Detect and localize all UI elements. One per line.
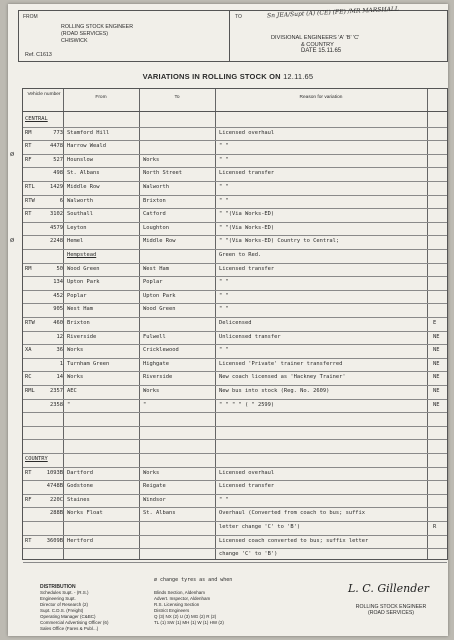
table-row: [23, 222, 447, 235]
table-row: [23, 344, 447, 357]
distribution-item: Advert. Inspector, Aldenham: [154, 596, 211, 601]
from-line: (ROAD SERVICES): [61, 31, 108, 37]
from-block: [19, 11, 230, 61]
to-garage: Loughton: [143, 224, 169, 231]
from-label: FROM: [23, 14, 38, 20]
vehicle-number: 288B: [50, 510, 63, 517]
vehicle-number: 3609B: [46, 537, 63, 544]
memo-header: [18, 5, 448, 62]
distribution-heading: DISTRIBUTION: [40, 584, 76, 590]
vehicle-number: 452: [53, 292, 63, 299]
from-garage: Upton Park: [67, 279, 100, 286]
to-garage: Catford: [143, 211, 166, 218]
to-garage: Fulwell: [143, 333, 166, 340]
vehicle-number: 1429: [50, 184, 63, 190]
column-header-from: From: [95, 95, 107, 100]
variation-reason: Licensed transfer: [219, 170, 275, 177]
table-row: [23, 453, 447, 466]
variation-reason: Licensed overhaul: [219, 469, 275, 476]
signature: L. C. Gillender: [348, 582, 430, 595]
variation-reason: letter change 'C' to 'B'): [219, 524, 301, 530]
table-row: [23, 439, 447, 452]
variation-reason: Overhaul (Converted from coach to bus; suffix: [219, 510, 366, 517]
memo-date: DATE 15.11.65: [301, 48, 342, 54]
footnote: ø change tyres as and when: [154, 577, 233, 583]
from-garage: Works Float: [67, 510, 103, 517]
variation-reason: " ": [219, 143, 229, 150]
from-garage: ": [67, 401, 71, 408]
from-garage: Southall: [67, 211, 93, 218]
vehicle-number: 4748B: [46, 483, 63, 490]
variation-reason: change 'C' to 'B'): [219, 551, 278, 558]
variation-reason: " ": [219, 292, 229, 299]
to-garage: Reigate: [143, 483, 166, 490]
distribution-item: Sales Office (Fares & Publ...): [40, 626, 99, 631]
vehicle-class: RF: [25, 156, 32, 163]
table-row: [23, 276, 447, 289]
table-row: [23, 154, 447, 167]
from-garage: Harrow Weald: [67, 143, 106, 150]
to-garage: Works: [143, 469, 160, 476]
from-garage: AEC: [67, 388, 77, 394]
vehicle-class: CENTRAL: [25, 116, 48, 122]
signatory-title: [336, 604, 446, 616]
status-mark: NE: [433, 333, 440, 340]
table-row: [23, 480, 447, 493]
distribution-item: Operating Manager (C&BC): [40, 614, 96, 619]
variation-reason: " ": [219, 197, 229, 204]
header-rule: [23, 111, 447, 112]
variation-reason: " ": [219, 184, 229, 190]
vehicle-number: 2357: [50, 388, 63, 394]
status-mark: R: [433, 524, 437, 530]
from-garage: Walworth: [67, 197, 93, 204]
vehicle-class: RT: [25, 537, 32, 544]
status-mark: NE: [433, 360, 440, 367]
variation-reason: " "(Via Works-ED): [219, 211, 275, 218]
to-garage: Riverside: [143, 374, 173, 381]
vehicle-number: 527: [53, 156, 63, 163]
to-garage: Middle Row: [143, 238, 176, 245]
table-row: [23, 195, 447, 208]
column-header-vehicle: Vehicle number: [27, 92, 61, 97]
reference-number: Ref. C1613: [25, 52, 52, 58]
variation-reason: New coach licensed as 'Hackney Trainer': [219, 374, 346, 381]
variation-reason: " "(Via Works-ED) Country to Central;: [219, 238, 340, 245]
variation-reason: Delicensed: [219, 320, 252, 326]
from-garage: Stamford Hill: [67, 129, 110, 136]
from-garage: St. Albans: [67, 170, 100, 177]
vehicle-number: 220C: [50, 496, 63, 503]
vehicle-number: 12: [56, 333, 63, 340]
variation-reason: " "(Via Works-ED): [219, 224, 275, 231]
to-garage: ": [143, 401, 147, 408]
vehicle-number: 1093B: [46, 469, 63, 476]
to-line: & COUNTRY: [301, 41, 334, 48]
from-garage: West Ham: [67, 306, 93, 313]
table-row: [23, 426, 447, 439]
margin-mark: ø: [10, 236, 15, 244]
variation-reason: Licensed transfer: [219, 265, 275, 272]
to-label: TO: [235, 14, 242, 20]
status-mark: NE: [433, 401, 440, 408]
distribution-item: District Engineers: [154, 608, 190, 613]
variation-reason: " ": [219, 279, 229, 286]
from-garage: Godstone: [67, 483, 93, 490]
variation-reason: New bus into stock (Reg. No. 2609): [219, 388, 330, 394]
signatory-line: ROLLING STOCK ENGINEER: [355, 604, 427, 610]
table-row: [23, 167, 447, 180]
table-row: [23, 412, 447, 425]
vehicle-number: 3102: [50, 211, 63, 218]
vehicle-class: RTL: [25, 184, 35, 190]
vehicle-class: RT: [25, 469, 32, 476]
distribution-item: Director of Research (2): [40, 602, 89, 607]
table-row: [23, 290, 447, 303]
title-date: 12.11.65: [283, 72, 314, 81]
variation-reason: " ": [219, 156, 229, 163]
margin-mark: ø: [10, 150, 15, 158]
from-garage: Dartford: [67, 469, 93, 476]
distribution-item: TL (1) SW (1) MH (1) W (1) HW (2): [154, 620, 224, 625]
table-row: [23, 263, 447, 276]
to-line: DIVISIONAL ENGINEERS 'A' 'B' 'C': [271, 35, 360, 41]
table-row: [23, 303, 447, 316]
document-sheet: [8, 4, 448, 636]
to-block: [231, 5, 447, 61]
variation-reason: Licensed 'Private' trainer transferred: [219, 360, 343, 367]
to-garage: Wood Green: [143, 306, 176, 313]
table-row: [23, 208, 447, 221]
vehicle-class: RC: [25, 374, 32, 381]
table-row: [23, 140, 447, 153]
vehicle-class: RM: [25, 129, 32, 136]
vehicle-number: 2358: [50, 401, 63, 408]
page-title: [8, 72, 448, 81]
variation-reason: " ": [219, 306, 229, 313]
vehicle-number: 4579: [50, 224, 63, 231]
to-garage: Cricklewood: [143, 347, 179, 354]
distribution-footer: [18, 577, 448, 636]
vehicle-number: 905: [53, 306, 63, 313]
table-row: [23, 113, 447, 126]
distribution-item: Supt. C.D.S. (Freight): [40, 608, 84, 613]
table-row: [23, 127, 447, 140]
from-garage: Leyton: [67, 224, 87, 231]
vehicle-class: RF: [25, 496, 32, 503]
vehicle-number: 773: [53, 129, 63, 136]
vehicle-number: 6: [59, 197, 63, 204]
to-garage: Upton Park: [143, 292, 176, 299]
from-garage: Brixton: [67, 320, 90, 326]
row-rule: [23, 562, 447, 563]
vehicle-class: RM: [25, 265, 32, 272]
table-row: [23, 317, 447, 330]
table-row: [23, 331, 447, 344]
column-header-reason: Reason for variation: [299, 95, 343, 100]
vehicle-class: RT: [25, 143, 32, 150]
from-garage: Middle Row: [67, 184, 100, 190]
handwritten-note: Sn JEA/Supt (A) (CE) (FE) /MR MARSHALL: [266, 5, 400, 20]
table-row: [23, 358, 447, 371]
table-row: [23, 548, 447, 561]
distribution-list: [40, 584, 108, 632]
from-line: CHISWICK: [61, 38, 88, 44]
to-garage: North Street: [143, 170, 182, 177]
from-garage: Wood Green: [67, 265, 100, 272]
table-row: [23, 181, 447, 194]
to-garage: Highgate: [143, 360, 169, 367]
from-garage: Turnham Green: [67, 360, 110, 367]
to-garage: West Ham: [143, 265, 169, 272]
variation-reason: " ": [219, 496, 229, 503]
distribution-list-mid: [154, 590, 224, 626]
variation-reason: Licensed coach converted to bus; suffix letter: [219, 537, 369, 544]
vehicle-class: RTW: [25, 320, 35, 326]
from-garage: Works: [67, 347, 84, 354]
distribution-item: Schedules Supt. - (R.S.): [40, 590, 89, 595]
vehicle-class: RTW: [25, 197, 35, 204]
status-mark: E: [433, 320, 437, 326]
table-row: [23, 399, 447, 412]
variation-reason: Unlicensed transfer: [219, 333, 281, 340]
variation-reason: Licensed overhaul: [219, 129, 275, 136]
to-garage: Poplar: [143, 279, 163, 286]
vehicle-class: XA: [25, 347, 32, 354]
variation-reason: Licensed transfer: [219, 483, 275, 490]
signatory-line: (ROAD SERVICES): [367, 610, 415, 616]
vehicle-number: 50: [56, 265, 63, 272]
table-row: [23, 235, 447, 248]
vehicle-number: 460: [53, 320, 63, 326]
title-text: VARIATIONS IN ROLLING STOCK ON: [142, 72, 281, 81]
distribution-item: Commercial Advertising Officer (6): [40, 620, 109, 625]
vehicle-number: 2248: [50, 238, 63, 245]
vehicle-class: RML: [25, 388, 35, 394]
from-garage: Works: [67, 374, 84, 381]
to-address: [271, 35, 359, 48]
to-garage: St. Albans: [143, 510, 176, 517]
vehicle-class: RT: [25, 211, 32, 218]
table-row: [23, 385, 447, 398]
table-row: [23, 371, 447, 384]
vehicle-number: 134: [53, 279, 63, 286]
from-garage: Hertford: [67, 537, 93, 544]
vehicle-number: 498: [53, 170, 63, 177]
from-address: [61, 24, 133, 45]
status-mark: NE: [433, 388, 440, 394]
from-line: ROLLING STOCK ENGINEER: [61, 24, 134, 30]
table-row: [23, 249, 447, 262]
distribution-item: Engineering Supt.: [40, 596, 76, 601]
variation-reason: " " " " ( " 2599): [219, 401, 275, 408]
variations-table: [22, 88, 448, 560]
to-garage: Works: [143, 388, 160, 394]
variation-reason: Green to Red.: [219, 252, 262, 258]
vehicle-number: 4478: [50, 143, 63, 150]
from-garage: Staines: [67, 496, 90, 503]
from-garage: Hempstead: [67, 252, 97, 258]
to-garage: Works: [143, 156, 160, 163]
from-garage: Hemel: [67, 238, 84, 245]
from-garage: Riverside: [67, 333, 97, 340]
distribution-item: R.S. Licensing Section: [154, 602, 200, 607]
vehicle-number: 1: [59, 360, 63, 367]
from-garage: Poplar: [67, 292, 87, 299]
status-mark: NE: [433, 347, 440, 354]
to-garage: Windsor: [143, 496, 166, 503]
table-row: [23, 535, 447, 548]
table-row: [23, 494, 447, 507]
table-row: [23, 467, 447, 480]
to-garage: Walworth: [143, 184, 169, 190]
vehicle-number: 14: [56, 374, 63, 381]
distribution-item: Blinds Section, Aldenham: [154, 590, 206, 595]
table-row: [23, 521, 447, 534]
table-row: [23, 507, 447, 520]
vehicle-number: 36: [56, 347, 63, 354]
to-garage: Brixton: [143, 197, 166, 204]
status-mark: NE: [433, 374, 440, 381]
from-garage: Hounslow: [67, 156, 93, 163]
vehicle-class: COUNTRY: [25, 456, 48, 462]
distribution-item: Q (3) NX (2) U (3) MG (2) R (2): [154, 614, 217, 619]
column-header-to: To: [174, 95, 180, 100]
variation-reason: " ": [219, 347, 229, 354]
